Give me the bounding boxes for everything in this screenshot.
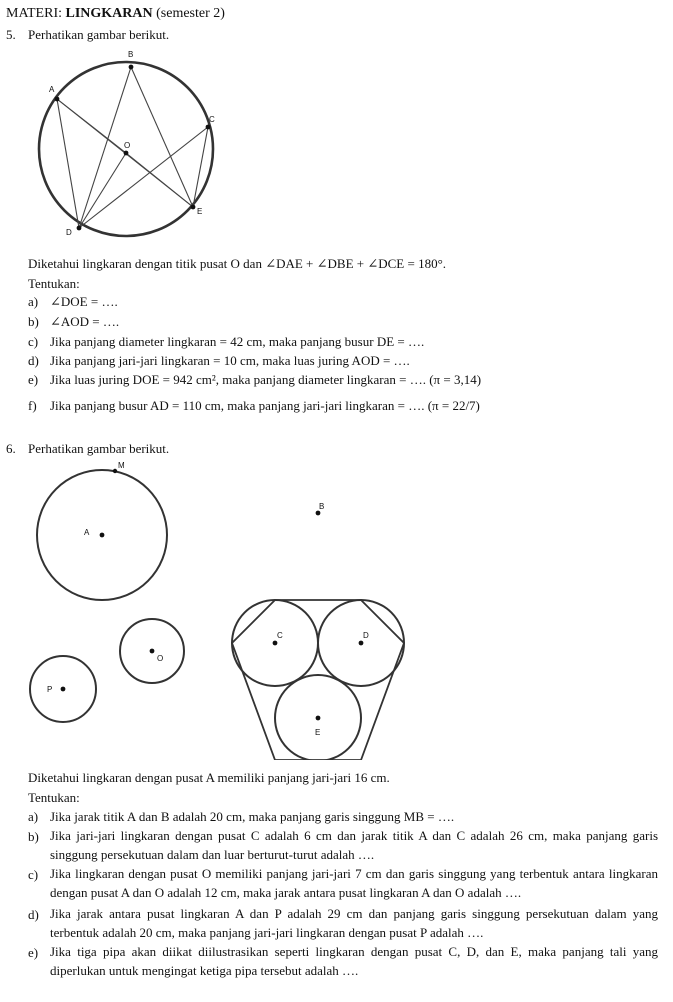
q6-given: Diketahui lingkaran dengan pusat A memiliki panjang jari-jari 16 cm. <box>28 770 390 785</box>
q6-item-label: c) <box>28 867 39 882</box>
q6-item-label: d) <box>28 907 39 922</box>
q6-item-label: e) <box>28 945 39 960</box>
q6-task: Tentukan: <box>28 790 80 805</box>
q5-point-label: C <box>209 115 215 124</box>
q5-point-label: B <box>128 50 134 59</box>
q5-number: 5. <box>6 27 16 42</box>
q5-item-text: Jika panjang busur AD = 110 cm, maka panjang jari-jari lingkaran = …. (π = 22/7) <box>50 398 480 413</box>
q5-given: Diketahui lingkaran dengan titik pusat O dan ∠DAE + ∠DBE + ∠DCE = 180°. <box>28 256 447 271</box>
q6-item-text: Jika jarak titik A dan B adalah 20 cm, maka panjang garis singgung MB = …. <box>50 809 455 824</box>
q6-number: 6. <box>6 441 16 456</box>
q5-item-text: ∠DOE = …. <box>50 294 118 309</box>
q5-item-label: e) <box>28 372 39 387</box>
q6-item-text: Jika jari-jari lingkaran dengan pusat C adalah 6 cm dan jarak titik A dan C adalah 26 cm, maka panjang garis singgung persekutuan dalam dan luar berturut-turut adalah …. <box>50 828 658 862</box>
q6-item-label: b) <box>28 829 39 844</box>
q5-item-label: f) <box>28 398 37 413</box>
q5-item-label: a) <box>28 294 39 309</box>
q5-point-label: D <box>66 228 72 237</box>
q6-intro: Perhatikan gambar berikut. <box>28 441 170 456</box>
q6-point-label: C <box>277 631 283 640</box>
q6-item-text: Jika jarak antara pusat lingkaran A dan P adalah 29 cm dan panjang garis singgung persekutuan dalam yang terbentuk adalah 20 cm, maka panjang jari-jari lingkaran dengan pusat P adalah …. <box>50 906 658 940</box>
q5-item-text: Jika panjang jari-jari lingkaran = 10 cm, maka luas juring AOD = …. <box>50 353 410 368</box>
q6-point-label: O <box>157 654 164 663</box>
q5-item-text: ∠AOD = …. <box>50 314 120 329</box>
page-header <box>6 6 225 21</box>
q5-circle-figure <box>30 44 230 249</box>
q5-point-label: O <box>124 141 131 150</box>
q5-point-label: E <box>197 207 203 216</box>
header-suffix: (semester 2) <box>152 6 225 21</box>
q6-point-label: D <box>363 631 369 640</box>
q6-circles-figure <box>20 455 420 760</box>
q6-point-label: A <box>84 528 90 537</box>
q5-point-label: A <box>49 85 55 94</box>
header-topic: LINGKARAN <box>65 6 153 21</box>
q6-item-text: Jika tiga pipa akan diikat diilustrasikan seperti lingkaran dengan pusat C, D, dan E, maka panjang tali yang diperlukan untuk mengingat ketiga pipa tersebut adalah …. <box>50 944 658 978</box>
q5-intro: Perhatikan gambar berikut. <box>28 27 170 42</box>
q5-item-label: d) <box>28 353 39 368</box>
q6-item-label: a) <box>28 809 39 824</box>
q6-point-label: P <box>47 685 53 694</box>
q5-task: Tentukan: <box>28 276 80 291</box>
q5-item-label: b) <box>28 314 39 329</box>
q5-item-text: Jika luas juring DOE = 942 cm², maka panjang diameter lingkaran = …. (π = 3,14) <box>50 372 482 387</box>
q6-point-label: B <box>319 502 325 511</box>
q6-item-text: Jika lingkaran dengan pusat O memiliki panjang jari-jari 7 cm dan garis singgung yang terbentuk antara lingkaran dengan pusat A dan O adalah 12 cm, maka jarak antara pusat lingkaran A dan O adalah …. <box>50 866 658 900</box>
q6-point-label: E <box>315 728 321 737</box>
q5-item-text: Jika panjang diameter lingkaran = 42 cm, maka panjang busur DE = …. <box>50 334 425 349</box>
q5-item-label: c) <box>28 334 39 349</box>
header-prefix: MATERI: <box>6 6 66 21</box>
q6-point-label: M <box>118 461 125 470</box>
